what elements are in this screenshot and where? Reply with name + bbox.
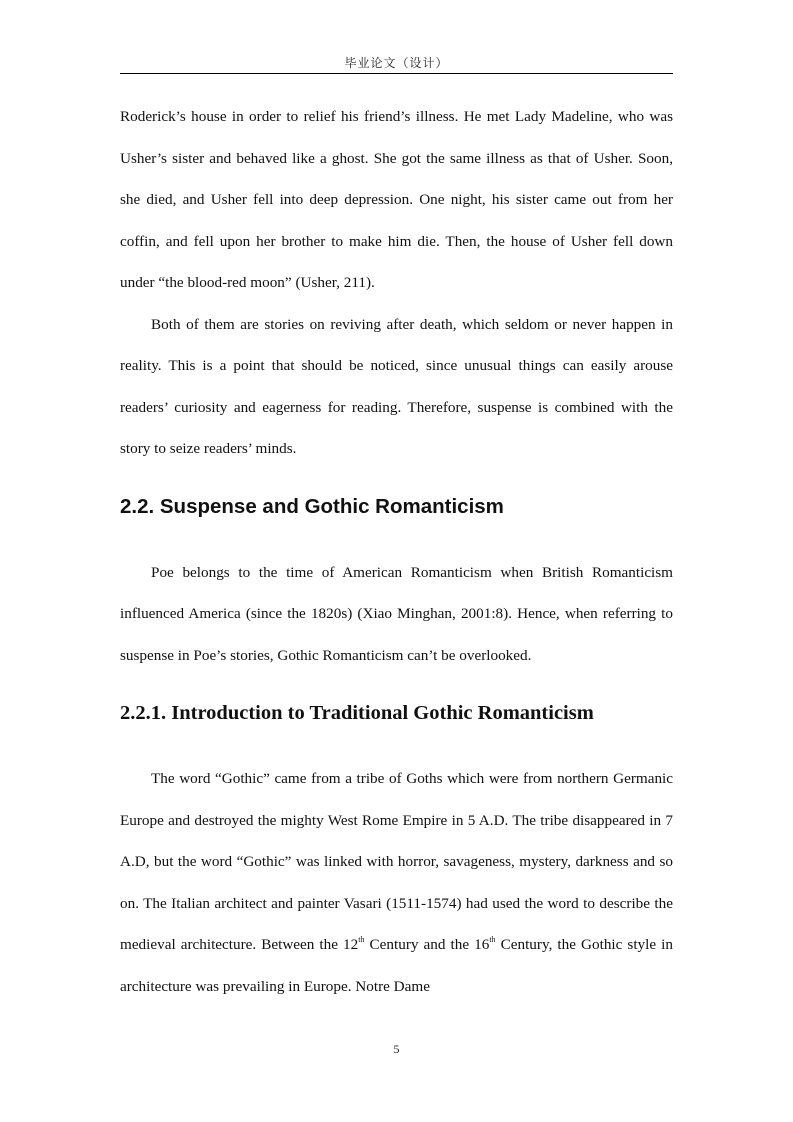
section-heading-2-2-1: 2.2.1. Introduction to Traditional Gothic Romanticism xyxy=(120,702,594,724)
paragraph-usher-summary: Roderick’s house in order to relief his friend’s illness. He met Lady Madeline, who was Usher’s sister and behaved like a ghost. She got the same illness as that of Usher. Soon, she died, and Usher fell into deep depression. One night, his sister came out from her coffin, and fell upon her brother to make him die. Then, the house of Usher fell down under “the blood-red moon” (Usher, 211). xyxy=(120,108,673,291)
paragraph-reviving-after-death: Both of them are stories on reviving after death, which seldom or never happen in reality. This is a point that should be noticed, since unusual things can easily arouse readers’ curiosity and eagerness for reading. Therefore, suspense is combined with the story to seize readers’ minds. xyxy=(120,315,673,457)
gothic-text-part-1: The word “Gothic” came from a tribe of Goths which were from northern Germanic Europe and destroyed the mighty West Rome Empire in 5 A.D. The tribe disappeared in 7 A.D, but the word “Gothic” was linked with horror, savageness, mystery, darkness and so on. The Italian architect and painter Vasari (1511-1574) had used the word to describe the medieval architecture. Between the 12 xyxy=(120,770,673,953)
gothic-text-part-3: Century, the Gothic style in architecture was prevailing in Europe. Notre Dame xyxy=(120,936,673,995)
gothic-text-part-2: Century and the 16 xyxy=(364,936,490,953)
header-rule xyxy=(120,73,673,74)
paragraph-american-romanticism: Poe belongs to the time of American Romanticism when British Romanticism influenced America (since the 1820s) (Xiao Minghan, 2001:8). Hence, when referring to suspense in Poe’s stories, Gothic Romanticism can’t be overlooked. xyxy=(120,563,673,664)
paragraph-gothic-origin xyxy=(120,758,673,1007)
running-header: 毕业论文（设计） xyxy=(344,56,449,70)
ordinal-suffix-12th: th xyxy=(358,934,365,944)
page-number: 5 xyxy=(393,1042,400,1056)
section-heading-2-2: 2.2. Suspense and Gothic Romanticism xyxy=(120,494,504,518)
page-content xyxy=(120,96,673,1007)
ordinal-suffix-16th: th xyxy=(489,934,496,944)
